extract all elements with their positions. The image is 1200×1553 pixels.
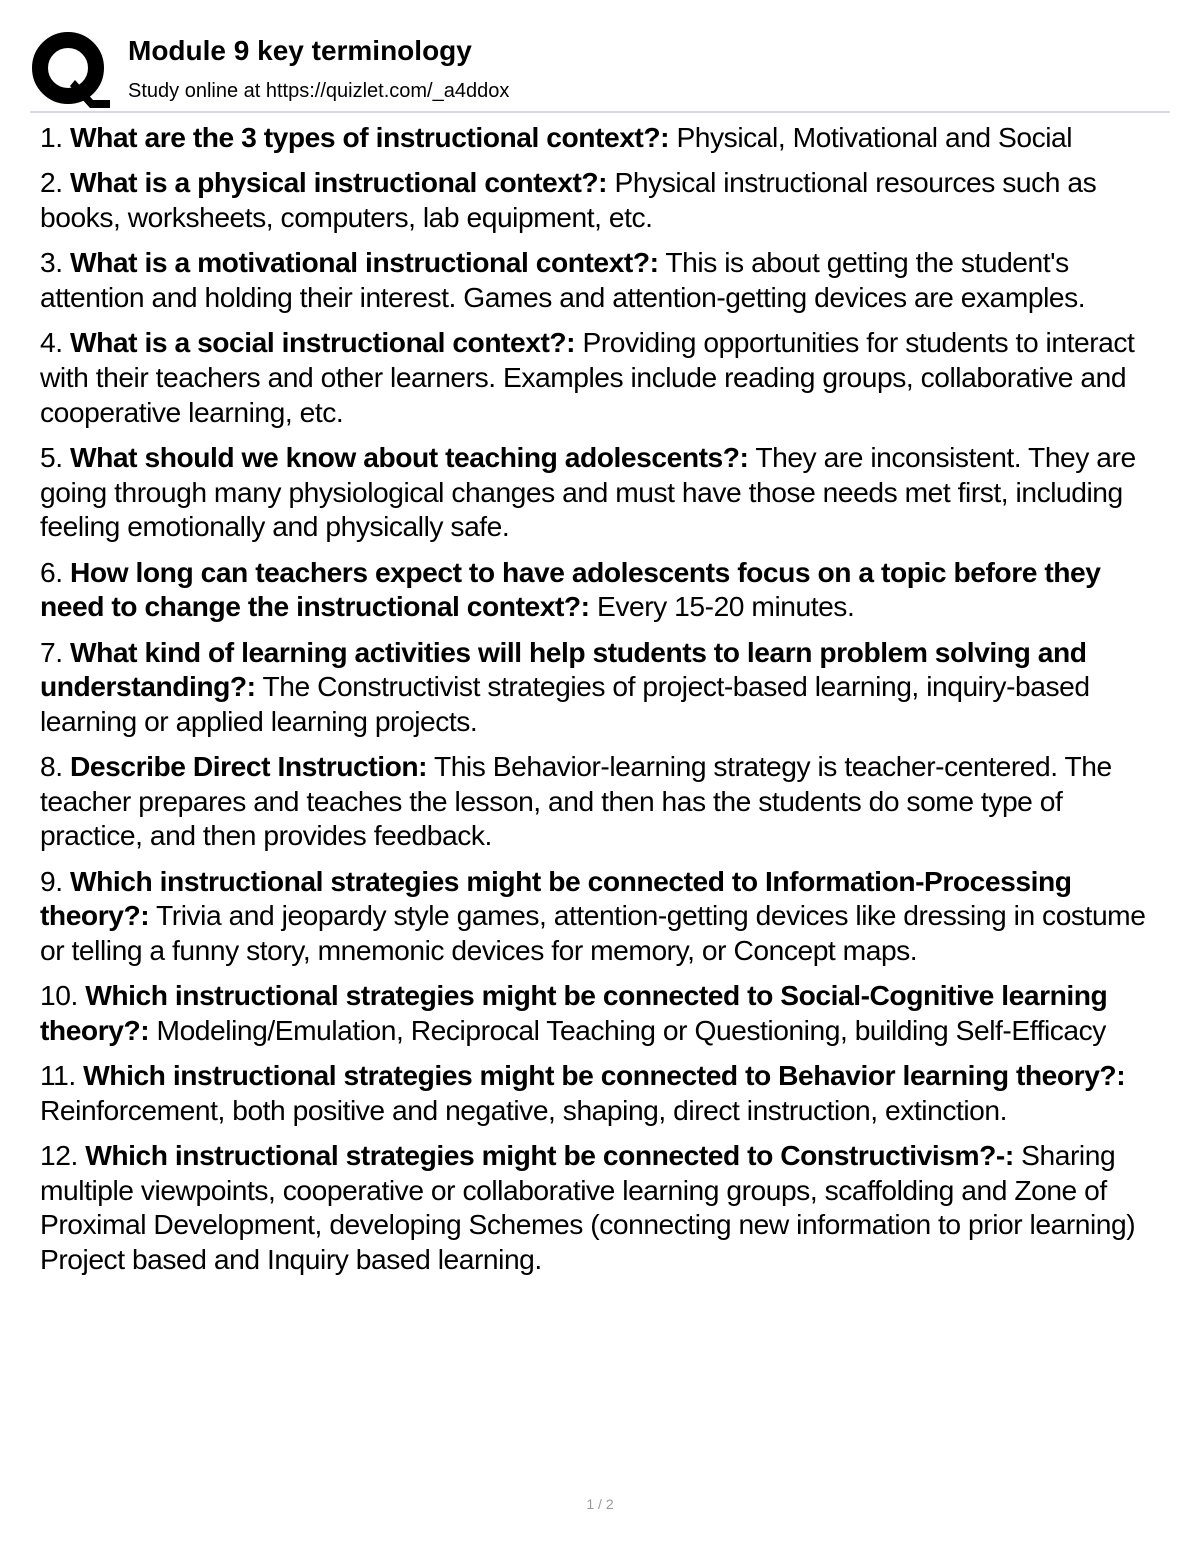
entry-number: 8.: [40, 750, 63, 783]
quizlet-q-logo-icon: [30, 30, 110, 110]
entry-number: 11.: [40, 1059, 76, 1092]
term-entry: [40, 978, 1164, 1047]
entry-term: Which instructional strategies might be connected to Constructivism?-:: [85, 1139, 1014, 1172]
entry-number: 3.: [40, 246, 63, 279]
term-entry: [40, 864, 1164, 968]
entry-definition: Physical, Motivational and Social: [676, 121, 1073, 153]
entry-definition: They are inconsistent. They are going through many physiological changes and must have those needs met first, including feeling emotionally and physically safe.: [40, 440, 1136, 543]
entry-number: 7.: [40, 635, 63, 668]
entry-term: What should we know about teaching adolescents?:: [70, 440, 749, 473]
term-entry: [40, 749, 1164, 853]
entry-definition: Sharing multiple viewpoints, cooperative or collaborative learning groups, scaffolding and Zone of Proximal Development, developing Schemes (connecting new information to prior learning) Project based and Inquiry based learning.: [40, 1139, 1136, 1275]
header-divider: [30, 111, 1170, 113]
term-entry: [40, 440, 1164, 544]
page-header: [30, 30, 1170, 112]
entry-number: 4.: [40, 326, 63, 359]
entry-number: 6.: [40, 555, 63, 588]
entry-number: 1.: [40, 121, 63, 153]
entry-term: Which instructional strategies might be connected to Behavior learning theory?:: [83, 1059, 1126, 1092]
entry-term: What kind of learning activities will help students to learn problem solving and understanding?:: [40, 635, 1087, 703]
entry-definition: The Constructivist strategies of project-based learning, inquiry-based learning or applied learning projects.: [40, 670, 1090, 737]
entry-number: 9.: [40, 864, 63, 897]
term-entry: [40, 165, 1164, 234]
entry-number: 12.: [40, 1139, 78, 1172]
page-indicator: 1 / 2: [586, 1496, 614, 1512]
entry-number: 5.: [40, 440, 63, 473]
entry-definition: Providing opportunities for students to interact with their teachers and other learners. Examples include reading groups, collaborative and cooperative learning, etc.: [40, 326, 1135, 428]
term-entry: [40, 1138, 1164, 1276]
entry-term: Which instructional strategies might be connected to Social-Cognitive learning theory?:: [40, 979, 1108, 1046]
entry-term: What is a motivational instructional context?:: [70, 246, 659, 279]
term-entry: [40, 555, 1164, 624]
term-entry: [40, 120, 1164, 155]
entry-definition: Trivia and jeopardy style games, attention-getting devices like dressing in costume or telling a funny story, mnemonic devices for memory, or Concept maps.: [40, 899, 1146, 966]
page-title: Module 9 key terminology: [128, 35, 472, 66]
entry-definition: Every 15-20 minutes.: [597, 590, 855, 623]
entry-number: 10.: [40, 979, 78, 1012]
term-entry: [40, 325, 1164, 429]
entry-term: Which instructional strategies might be connected to Information-Processing theory?:: [40, 864, 1072, 932]
term-entry: [40, 635, 1164, 739]
entry-term: Describe Direct Instruction:: [70, 750, 428, 783]
entry-definition: Physical instructional resources such as books, worksheets, computers, lab equipment, etc.: [40, 166, 1097, 233]
terminology-list: [40, 120, 1164, 1287]
entry-definition: This Behavior-learning strategy is teacher-centered. The teacher prepares and teaches the lesson, and then has the students do some type of practice, and then provides feedback.: [40, 750, 1112, 852]
entry-term: What is a physical instructional context?:: [70, 166, 608, 199]
entry-definition: Modeling/Emulation, Reciprocal Teaching or Questioning, building Self-Efficacy: [156, 1013, 1106, 1046]
entry-definition: This is about getting the student's attention and holding their interest. Games and attention-getting devices are examples.: [40, 246, 1086, 313]
term-entry: [40, 1058, 1164, 1127]
entry-term: What is a social instructional context?:: [70, 326, 576, 359]
term-entry: [40, 245, 1164, 314]
entry-term: What are the 3 types of instructional context?:: [70, 121, 670, 153]
entry-term: How long can teachers expect to have adolescents focus on a topic before they need to change the instructional context?:: [40, 555, 1101, 623]
entry-definition: Reinforcement, both positive and negative, shaping, direct instruction, extinction.: [40, 1093, 1008, 1126]
entry-number: 2.: [40, 166, 63, 199]
study-online-link[interactable]: Study online at https://quizlet.com/_a4ddox: [128, 80, 510, 102]
